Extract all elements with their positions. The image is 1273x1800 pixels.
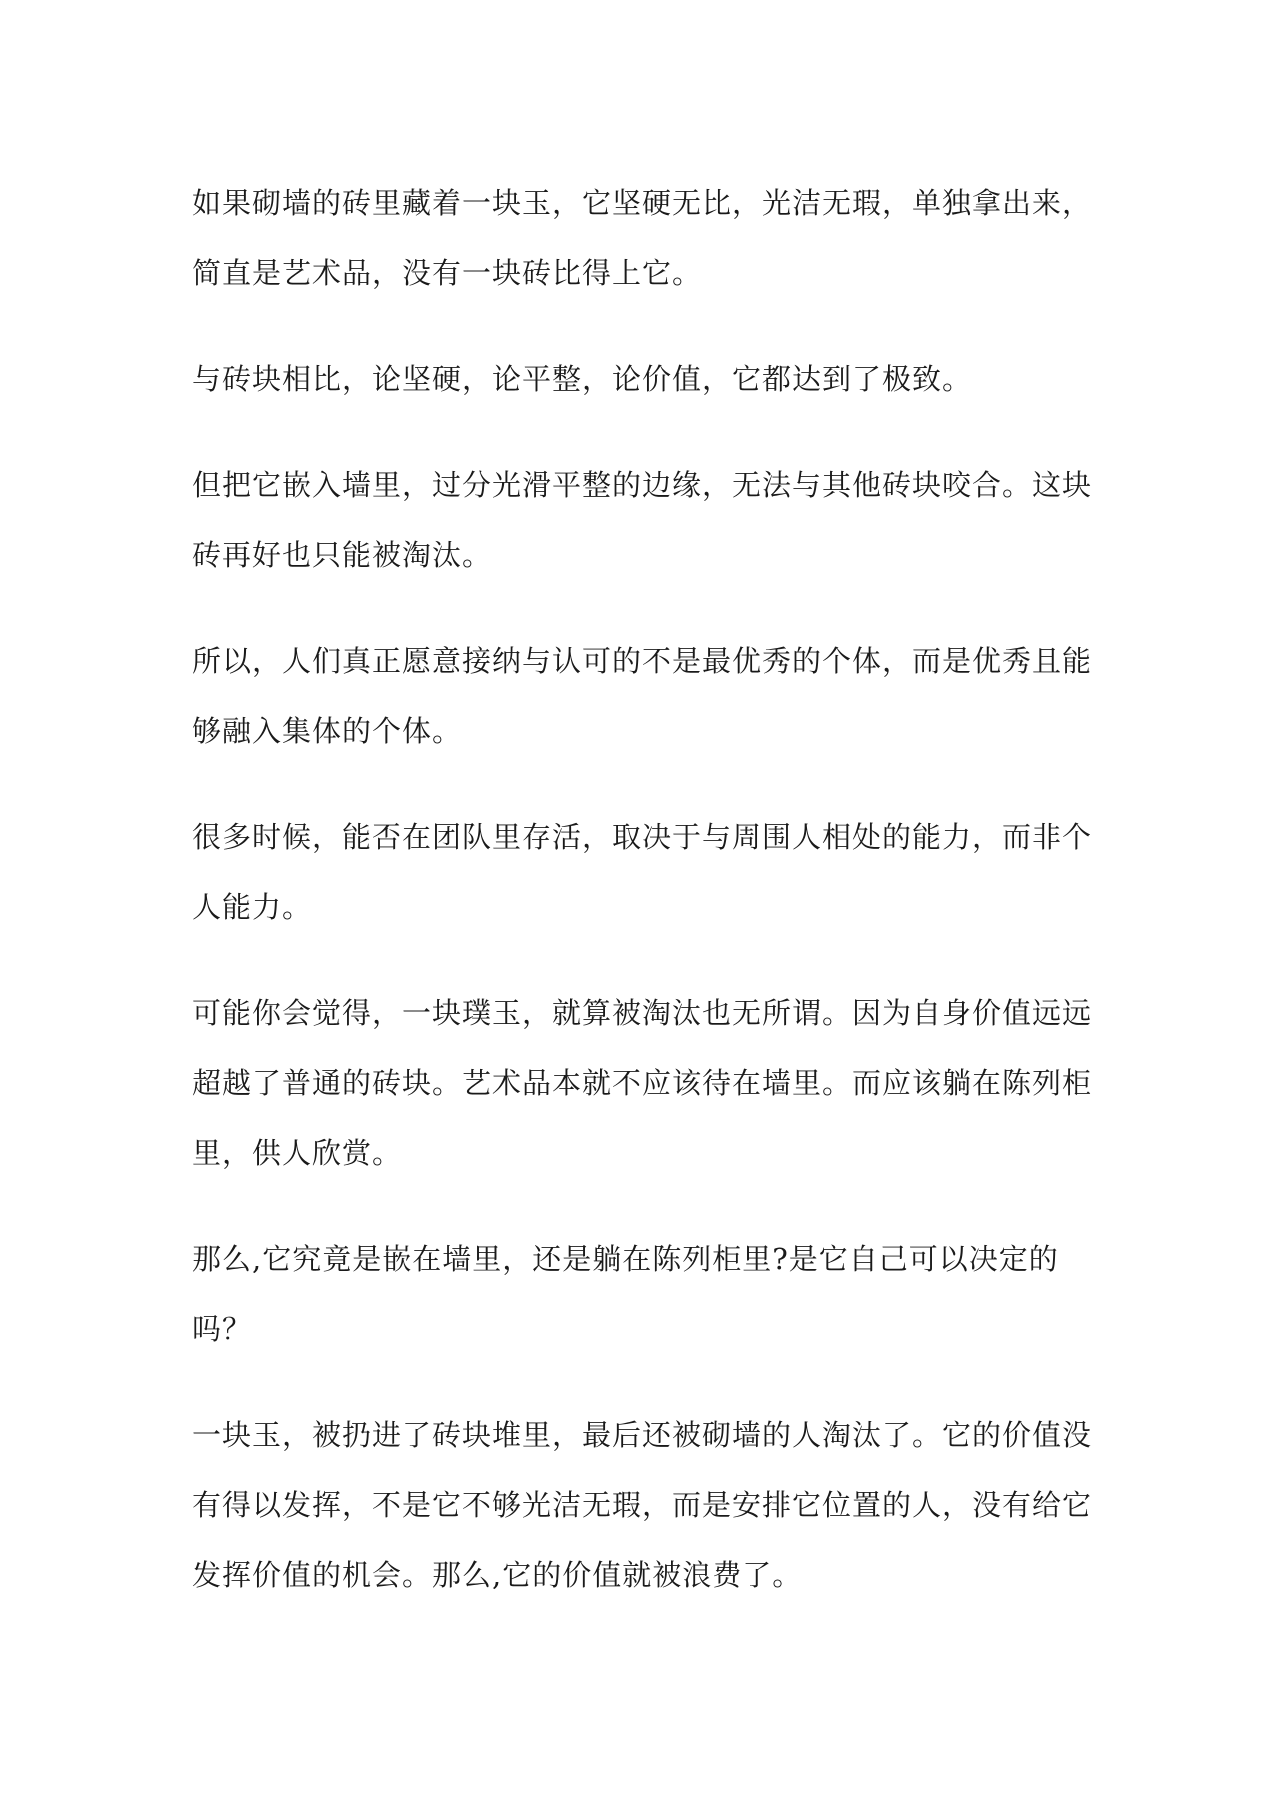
paragraph-7 xyxy=(192,1224,1092,1364)
paragraph-5 xyxy=(192,802,1092,942)
text-line: 与砖块相比，论坚硬，论平整，论价值，它都达到了极致。 xyxy=(192,362,973,396)
paragraph-2 xyxy=(192,344,1092,414)
paragraph-6 xyxy=(192,978,1092,1188)
paragraph-1 xyxy=(192,168,1092,308)
text-line: 简直是艺术品，没有一块砖比得上它。 xyxy=(192,256,703,290)
text-line: 吗？ xyxy=(192,1312,253,1346)
paragraph-8 xyxy=(192,1400,1092,1610)
text-line: 一块玉，被扔进了砖块堆里，最后还被砌墙的人淘汰了。它的价值没 xyxy=(192,1418,1093,1452)
text-line: 所以，人们真正愿意接纳与认可的不是最优秀的个体，而是优秀且能 xyxy=(192,644,1093,678)
text-line: 有得以发挥，不是它不够光洁无瑕，而是安排它位置的人，没有给它 xyxy=(192,1488,1093,1522)
text-line: 里，供人欣赏。 xyxy=(192,1136,403,1170)
text-line: 砖再好也只能被淘汰。 xyxy=(192,538,493,572)
text-line: 超越了普通的砖块。艺术品本就不应该待在墙里。而应该躺在陈列柜 xyxy=(192,1066,1093,1100)
text-line: 很多时候，能否在团队里存活，取决于与周围人相处的能力，而非个 xyxy=(192,820,1093,854)
text-line: 人能力。 xyxy=(192,890,313,924)
text-line: 发挥价值的机会。那么,它的价值就被浪费了。 xyxy=(192,1558,803,1592)
paragraph-4 xyxy=(192,626,1092,766)
document-body xyxy=(192,168,1092,1646)
text-line: 可能你会觉得，一块璞玉，就算被淘汰也无所谓。因为自身价值远远 xyxy=(192,996,1093,1030)
text-line: 那么,它究竟是嵌在墙里，还是躺在陈列柜里?是它自己可以决定的 xyxy=(192,1242,1059,1276)
paragraph-3 xyxy=(192,450,1092,590)
text-line: 如果砌墙的砖里藏着一块玉，它坚硬无比，光洁无瑕，单独拿出来， xyxy=(192,186,1093,220)
text-line: 但把它嵌入墙里，过分光滑平整的边缘，无法与其他砖块咬合。这块 xyxy=(192,468,1093,502)
text-line: 够融入集体的个体。 xyxy=(192,714,463,748)
